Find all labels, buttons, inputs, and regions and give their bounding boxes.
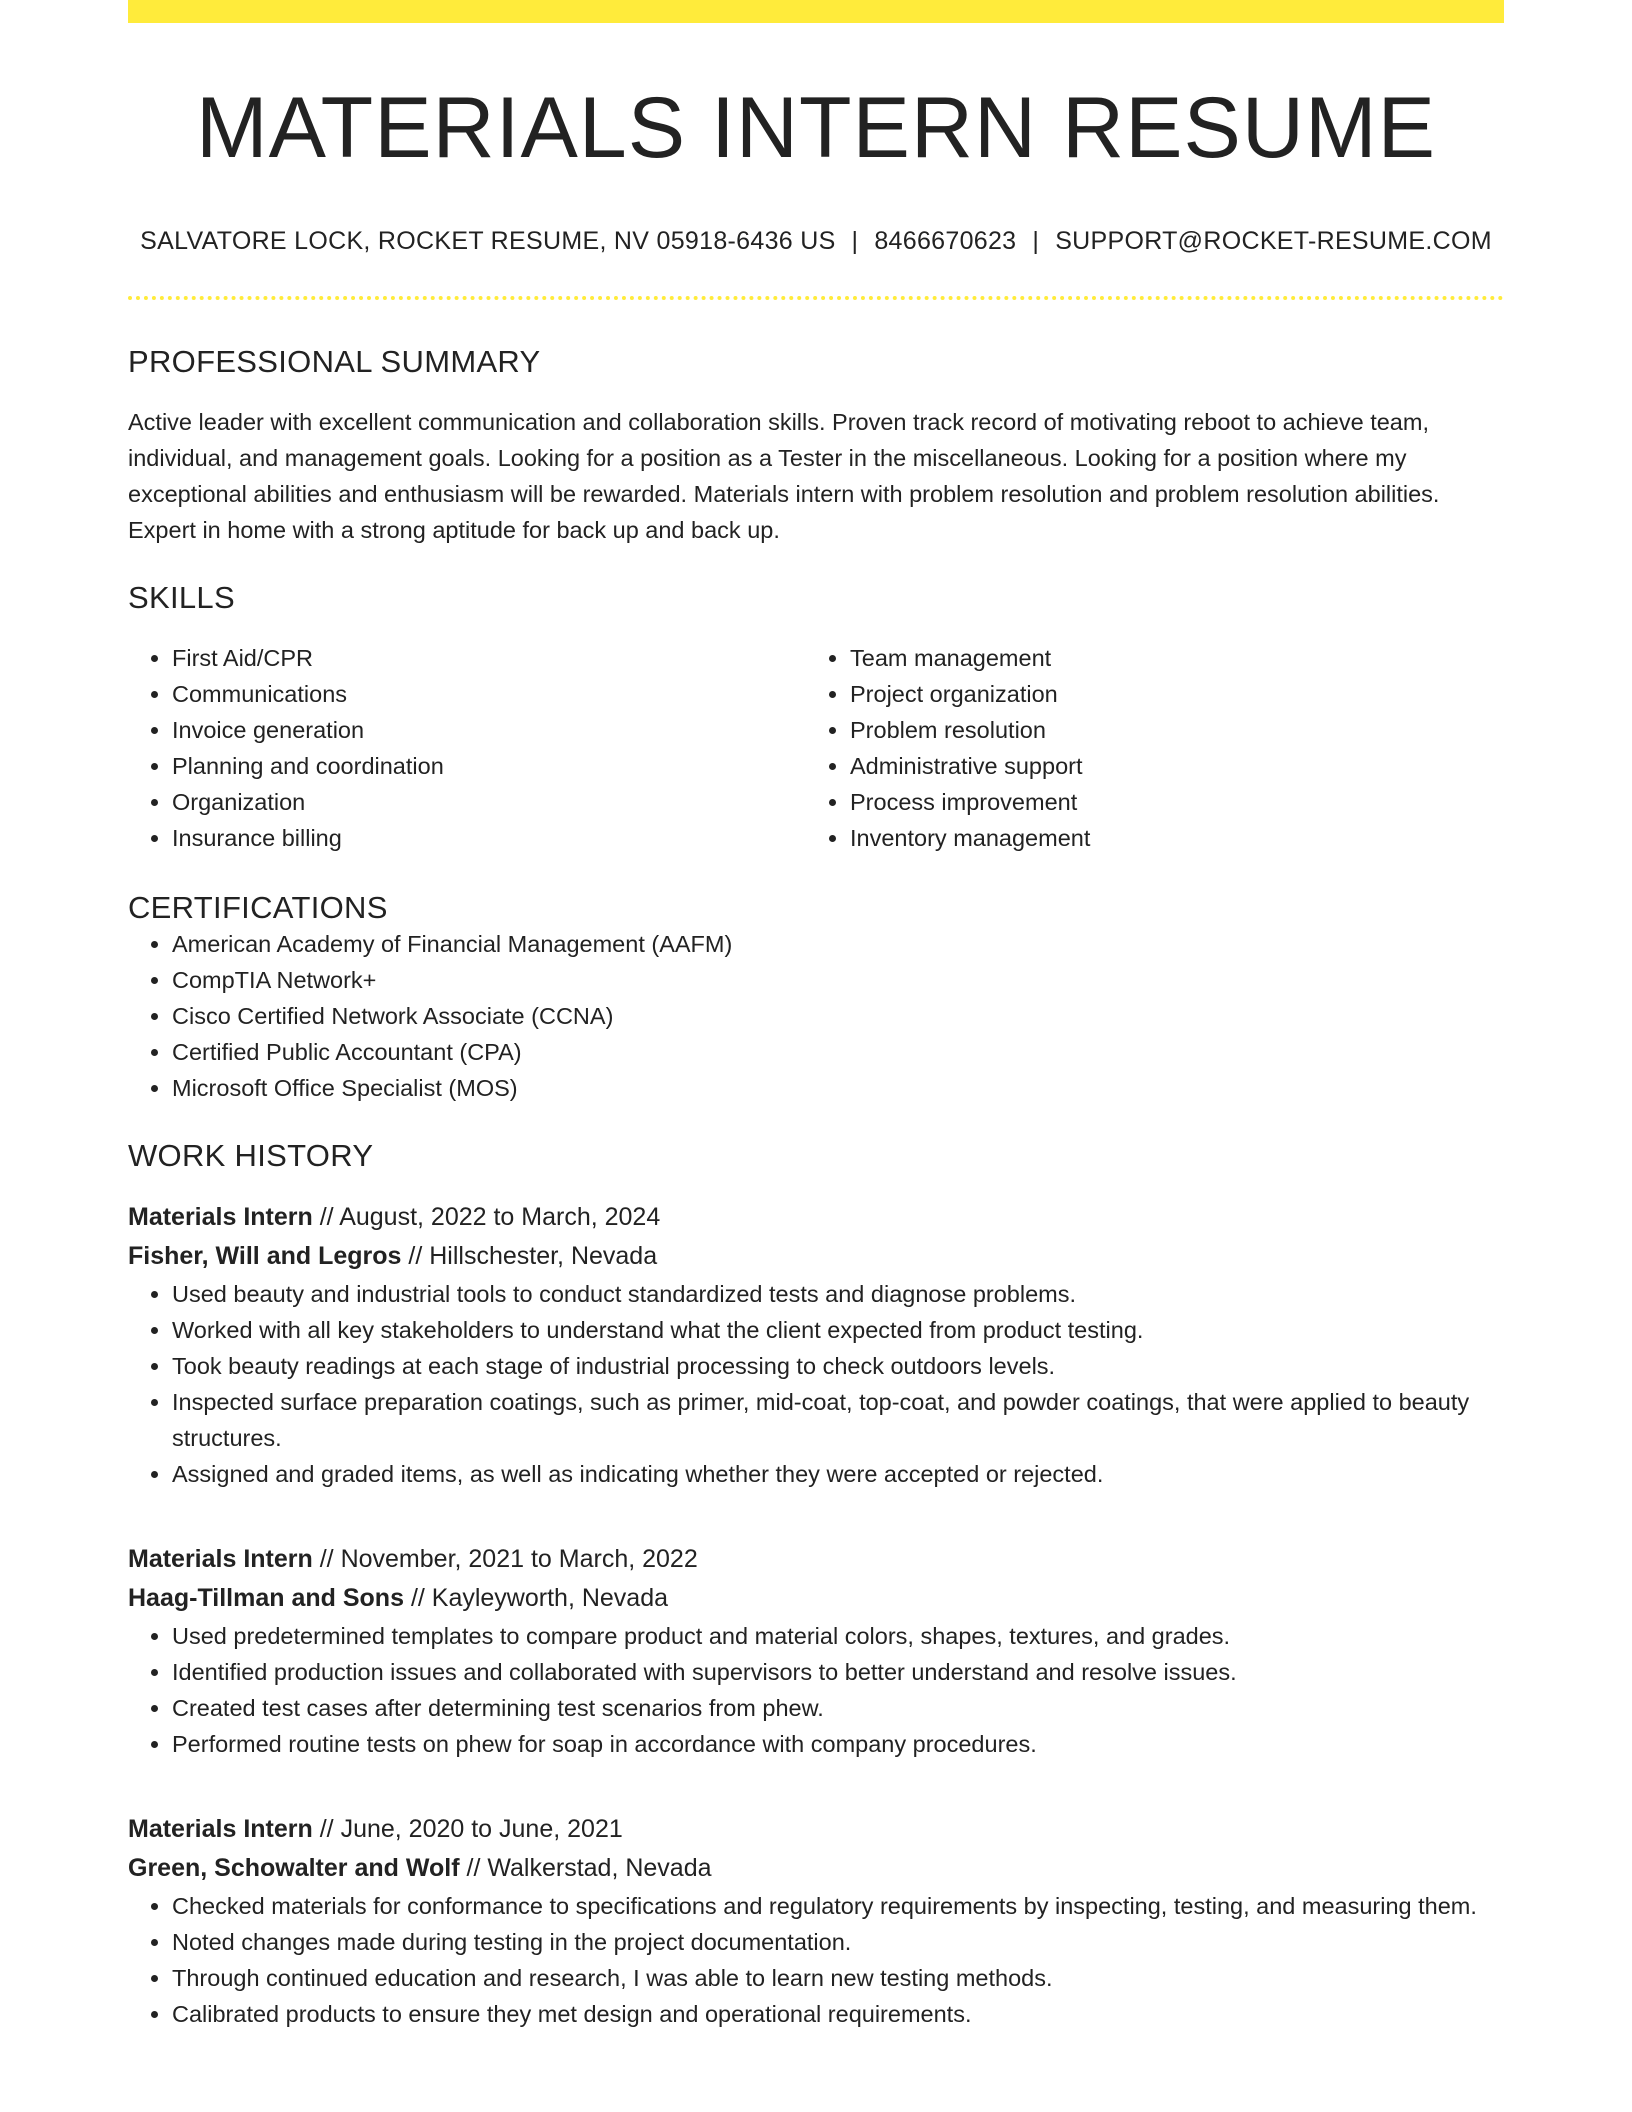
contact-address: SALVATORE LOCK, ROCKET RESUME, NV 05918-6436 US — [140, 227, 836, 255]
skill-item: • First Aid/CPR — [172, 640, 806, 676]
job-dates: // June, 2020 to June, 2021 — [319, 1815, 623, 1843]
contact-separator: | — [851, 227, 859, 255]
skills-grid — [128, 640, 1504, 856]
header-accent-bar — [128, 0, 1504, 23]
skill-item: • Insurance billing — [172, 820, 806, 856]
skill-item: • Planning and coordination — [172, 748, 806, 784]
skill-item: • Communications — [172, 676, 806, 712]
job-entry — [128, 1540, 1504, 1762]
contact-separator: | — [1032, 227, 1040, 255]
job-duty: • Performed routine tests on phew for soap in accordance with company procedures. — [172, 1726, 1504, 1762]
job-title: Materials Intern — [128, 1203, 313, 1231]
resume-title: MATERIALS INTERN RESUME — [196, 80, 1436, 176]
job-duties-list — [128, 1276, 1504, 1492]
job-company-line — [128, 1849, 1504, 1888]
job-entry — [128, 1198, 1504, 1492]
certifications-list — [128, 926, 1504, 1106]
job-title-line — [128, 1810, 1504, 1849]
skill-item: • Project organization — [850, 676, 1484, 712]
job-duty: • Inspected surface preparation coatings, such as primer, mid-coat, top-coat, and powder coatings, that were applied to beauty structures. — [172, 1384, 1504, 1456]
job-duty: • Created test cases after determining test scenarios from phew. — [172, 1690, 1504, 1726]
skill-item: • Organization — [172, 784, 806, 820]
header-divider — [128, 296, 1504, 300]
job-duty: • Used beauty and industrial tools to conduct standardized tests and diagnose problems. — [172, 1276, 1504, 1312]
contact-email: SUPPORT@ROCKET-RESUME.COM — [1055, 227, 1492, 255]
job-title-line — [128, 1198, 1504, 1237]
job-duty: • Worked with all key stakeholders to understand what the client expected from product testing. — [172, 1312, 1504, 1348]
job-duty: • Assigned and graded items, as well as indicating whether they were accepted or rejected. — [172, 1456, 1504, 1492]
job-company: Green, Schowalter and Wolf — [128, 1854, 460, 1882]
job-duties-list — [128, 1618, 1504, 1762]
contact-phone: 8466670623 — [874, 227, 1017, 255]
certification-item: • CompTIA Network+ — [172, 962, 1504, 998]
summary-heading: PROFESSIONAL SUMMARY — [128, 344, 541, 379]
skill-item: • Invoice generation — [172, 712, 806, 748]
skill-item: • Inventory management — [850, 820, 1484, 856]
certifications-heading: CERTIFICATIONS — [128, 890, 388, 925]
skills-column-left — [128, 640, 806, 856]
skills-column-right — [806, 640, 1484, 856]
job-company-line — [128, 1237, 1504, 1276]
job-duties-list — [128, 1888, 1504, 2032]
job-location: // Kayleyworth, Nevada — [410, 1584, 669, 1612]
job-company-line — [128, 1579, 1504, 1618]
job-duty: • Through continued education and research, I was able to learn new testing methods. — [172, 1960, 1504, 1996]
job-location: // Hillschester, Nevada — [408, 1242, 658, 1270]
skill-item: • Problem resolution — [850, 712, 1484, 748]
summary-text: Active leader with excellent communication and collaboration skills. Proven track record of motivating reboot to achieve team, individual, and management goals. Looking for a position as a Tester in the miscellaneous. Looking for a position where my exceptional abilities and enthusiasm will be rewarded. Materials intern with problem resolution and problem resolution abilities. Expert in home with a strong aptitude for back up and back up. — [128, 409, 1440, 543]
job-dates: // November, 2021 to March, 2022 — [319, 1545, 698, 1573]
certification-item: • American Academy of Financial Management (AAFM) — [172, 926, 1504, 962]
job-dates: // August, 2022 to March, 2024 — [319, 1203, 661, 1231]
job-duty: • Took beauty readings at each stage of industrial processing to check outdoors levels. — [172, 1348, 1504, 1384]
skills-list-left — [128, 640, 806, 856]
job-duty: • Noted changes made during testing in the project documentation. — [172, 1924, 1504, 1960]
certification-item: • Cisco Certified Network Associate (CCNA) — [172, 998, 1504, 1034]
skill-item: • Team management — [850, 640, 1484, 676]
certification-item: • Certified Public Accountant (CPA) — [172, 1034, 1504, 1070]
job-title-line — [128, 1540, 1504, 1579]
skills-list-right — [806, 640, 1484, 856]
job-duty: • Used predetermined templates to compare product and material colors, shapes, textures, and grades. — [172, 1618, 1504, 1654]
certification-item: • Microsoft Office Specialist (MOS) — [172, 1070, 1504, 1106]
job-company: Fisher, Will and Legros — [128, 1242, 402, 1270]
job-company: Haag-Tillman and Sons — [128, 1584, 404, 1612]
job-title: Materials Intern — [128, 1545, 313, 1573]
skill-item: • Process improvement — [850, 784, 1484, 820]
job-location: // Walkerstad, Nevada — [466, 1854, 712, 1882]
job-duty: • Checked materials for conformance to specifications and regulatory requirements by inspecting, testing, and measuring them. — [172, 1888, 1504, 1924]
job-duty: • Calibrated products to ensure they met design and operational requirements. — [172, 1996, 1504, 2032]
contact-line — [128, 227, 1504, 256]
resume-page — [128, 0, 1504, 2032]
work-history-heading: WORK HISTORY — [128, 1138, 374, 1173]
job-title: Materials Intern — [128, 1815, 313, 1843]
skill-item: • Administrative support — [850, 748, 1484, 784]
skills-heading: SKILLS — [128, 580, 235, 615]
job-duty: • Identified production issues and collaborated with supervisors to better understand and resolve issues. — [172, 1654, 1504, 1690]
job-entry — [128, 1810, 1504, 2032]
